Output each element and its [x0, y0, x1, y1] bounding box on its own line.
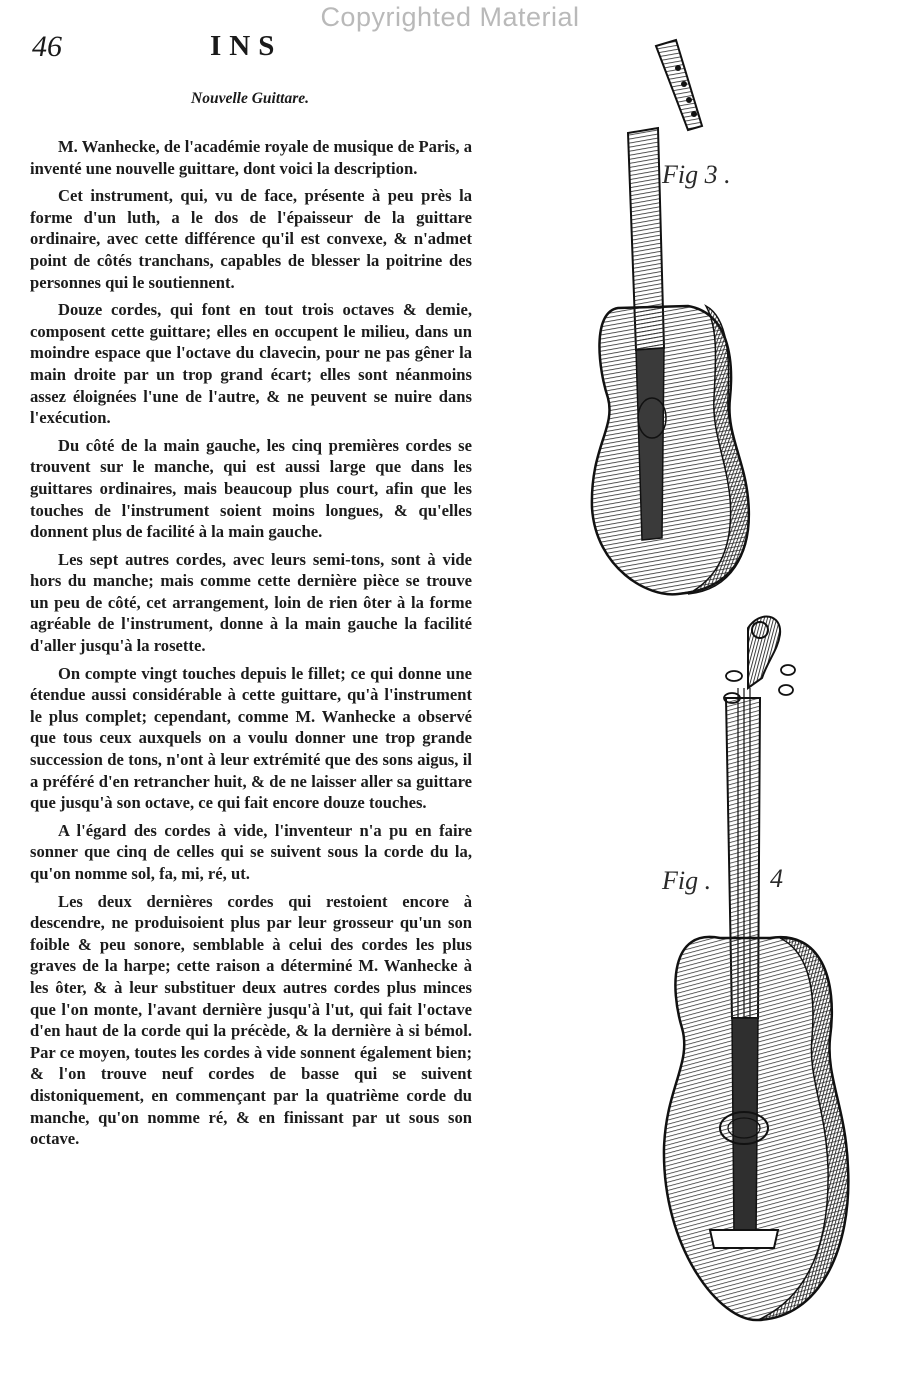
paragraph: M. Wanhecke, de l'académie royale de musique de Paris, a inventé une nouvelle guittare, dont voici la description. — [30, 137, 472, 178]
figure-3-label: Fig 3 . — [662, 160, 731, 189]
page-number: 46 — [32, 30, 62, 63]
paragraph: Les deux dernières cordes qui restoient encore à descendre, ne produisoient plus par leur grosseur qu'un son foible & peu sonore, semblable à celui des cordes les plus graves de la harpe; cette raison a déterminé M. Wanhecke à les ôter, & à leur substituer deux autres cordes plus minces que l'on monte, l'avant dernière jusqu'à l'ut, qui fait l'octave d'en haut de la corde qui la précède, & la dernière à si bémol. Par ce moyen, toutes les cordes à vide sonnent également bien; & l'on trouve neuf cordes de basse qui se suivent distoniquement, en commençant par la quatrième corde du manche, qu'on nomme ré, & en finissant par ut sous son octave. — [30, 891, 472, 1149]
paragraph: On compte vingt touches depuis le fillet; ce qui donne une étendue aussi considérable à cette guittare, qu'à l'instrument le plus complet; cependant, comme M. Wanhecke a observé que tous ceux auxquels on a voulu donner une trop grande succession de tons, n'ont à leur extrémité que des sons aigus, il a préféré d'en retrancher huit, & de ne laisser aller sa guittare que jusqu'à son octave, ce qui fait encore douze touches. — [30, 663, 472, 813]
paragraph: Douze cordes, qui font en tout trois octaves & demie, composent cette guittare; elles en occupent le milieu, dans un moindre espace que l'octave du clavecin, pour ne pas gêner la main droite par un trop grand écart; elles sont néanmoins assez éloignées l'une de l'autre, & ne peuvent se nuire dans l'exécution. — [30, 300, 472, 428]
figure-4-guitar-engraving — [630, 608, 870, 1328]
body-text-column — [30, 136, 472, 1156]
paragraph: Les sept autres cordes, avec leurs semi-tons, sont à vide hors du manche; mais comme cette dernière pièce se trouve un peu de côté, cet arrangement, loin de rien ôter à la forme agréable de l'instrument, donne à la main gauche la facilité d'aller jusqu'à la rosette. — [30, 549, 472, 656]
figure-4-label-left: Fig . — [662, 866, 712, 895]
figure-3-guitar-engraving — [578, 38, 768, 598]
paragraph: Du côté de la main gauche, les cinq premières cordes se trouvent sur le manche, qui est aussi large que dans les guittares ordinaires, mais beaucoup plus court, afin que les touches de l'instrument soient moins longues, & qu'elles donnent plus de facilité à la main gauche. — [30, 435, 472, 542]
paragraph: Cet instrument, qui, vu de face, présente à peu près la forme d'un luth, a le dos de l'épaisseur de la guittare ordinaire, avec cette différence qu'il est convexe, & n'admet point de côtés tranchans, capables de blesser la poitrine des personnes qui le soutiennent. — [30, 186, 472, 292]
copyright-watermark: Copyrighted Material — [320, 2, 580, 32]
figure-4-label-right: 4 — [770, 864, 783, 893]
article-title: Nouvelle Guittare. — [191, 90, 309, 107]
paragraph: A l'égard des cordes à vide, l'inventeur n'a pu en faire sonner que cinq de celles qui se suivent sous la corde du la, qu'on nomme sol, fa, mi, ré, ut. — [30, 820, 472, 883]
running-head: INS — [210, 30, 283, 62]
